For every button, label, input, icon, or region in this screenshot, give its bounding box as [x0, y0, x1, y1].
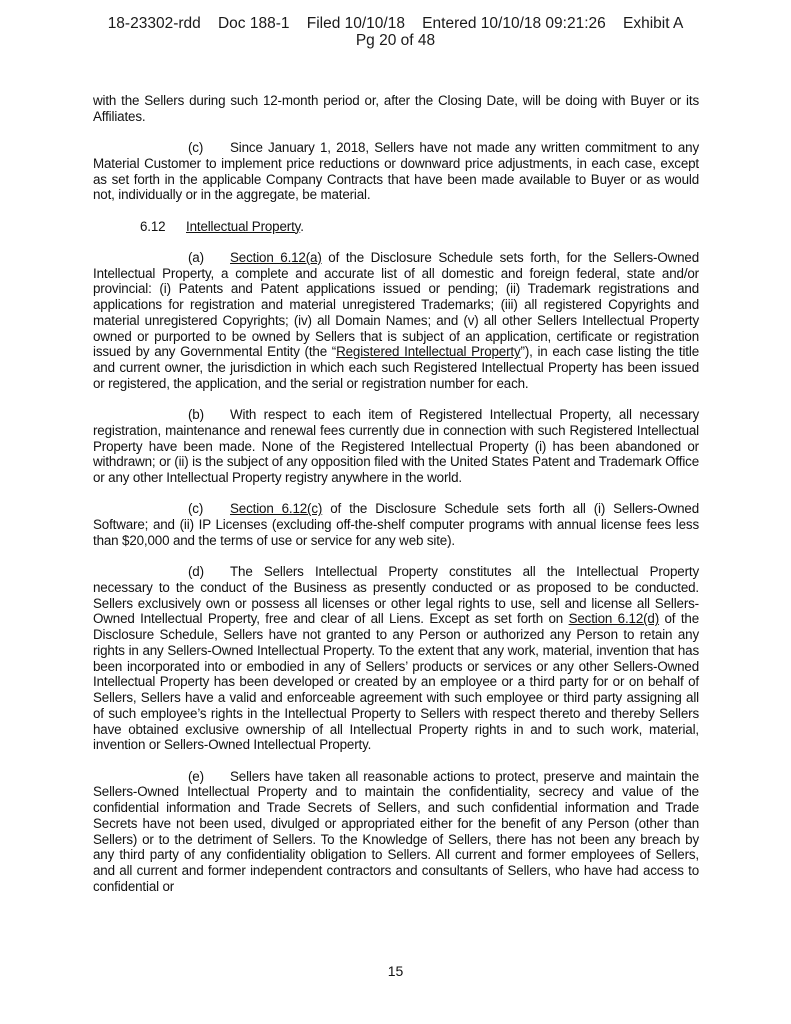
- schedule-reference: Section 6.12(d): [568, 611, 660, 627]
- section-title-period: .: [300, 218, 304, 234]
- filing-header-line2: Pg 20 of 48: [355, 32, 436, 49]
- paragraph-6-12-b: [93, 407, 699, 486]
- paragraph-text-cont: of the Disclosure Schedule, Sellers have not granted to any Person or authorized any Person to retain any rights in any Sellers-Owned Intellectual Property. To the extent that any work, material, invention that has been incorporated into or embodied in any of Sellers’ products or services or any other Sellers-Owned Intellectual Property has been developed or created by an employee or a third party for or on behalf of Sellers, Sellers have a valid and enforceable agreement with such employee or third party assigning all of such employee’s rights in the Intellectual Property to Sellers with respect thereto and thereby Sellers have obtained exclusive ownership of all Intellectual Property rights in and to such work, material, invention or Sellers-Owned Intellectual Property.: [93, 611, 700, 753]
- paragraph-label: (c): [188, 501, 204, 517]
- paragraph-text: With respect to each item of Registered Intellectual Property, all necessary registration, maintenance and renewal fees currently due in connection with such Registered Intellectual Property have been made. None of the Registered Intellectual Property (i) has been abandoned or withdrawn; or (ii) is the subject of any opposition filed with the United States Patent and Trademark Office or any other Intellectual Property registry anywhere in the world.: [93, 407, 699, 485]
- filing-header-line1: 18-23302-rdd Doc 188-1 Filed 10/10/18 Entered 10/10/18 09:21:26 Exhibit A: [107, 15, 684, 32]
- paragraph-label: (a): [188, 249, 204, 265]
- paragraph-label: (b): [188, 407, 204, 422]
- paragraph-label: (d): [188, 564, 204, 579]
- paragraph-6-11-c: [93, 140, 699, 203]
- paragraph-6-12-d: [93, 564, 699, 753]
- continued-text: with the Sellers during such 12-month period or, after the Closing Date, will be doing with Buyer or its Affiliates.: [93, 93, 699, 124]
- section-number: 6.12: [140, 218, 166, 234]
- defined-term: Registered Intellectual Property: [336, 344, 521, 360]
- paragraph-text: Sellers have taken all reasonable actions to protect, preserve and maintain the Sellers-Owned Intellectual Property and to maintain the confidentiality, secrecy and value of the confidential information and Trade Secrets of Sellers, and such confidential information and Trade Secrets have not been used, divulged or appropriated either for the benefit of any Person (other than Sellers) or to the detriment of Sellers. To the Knowledge of Sellers, there has not been any breach by any third party of any confidentiality obligation to Sellers. All current and former employees of Sellers, and all current and former independent contractors and consultants of Sellers, who have had access to confidential or: [93, 768, 699, 894]
- paragraph-6-12-e: [93, 769, 699, 895]
- paragraph-label: (e): [188, 768, 204, 784]
- schedule-reference: Section 6.12(c): [230, 501, 323, 517]
- paragraph-text-cont: ”), in each case listing the title and current owner, the jurisdiction in which each such Registered Intellectual Property has been issued or registered, the application, and the serial or registration number for each.: [93, 344, 700, 391]
- section-heading: [140, 219, 699, 235]
- paragraph-6-12-a: [93, 250, 699, 392]
- page-number: 15: [387, 963, 404, 979]
- section-title: Intellectual Property: [186, 218, 301, 234]
- schedule-reference: Section 6.12(a): [230, 249, 322, 265]
- paragraph-text: of the Disclosure Schedule sets forth all (i) Sellers-Owned Software; and (ii) IP Licenses (excluding off-the-shelf computer programs with annual license fees less than $20,000 and the terms of use or service for any web site).: [93, 501, 700, 548]
- paragraph-text: of the Disclosure Schedule sets forth, for the Sellers-Owned Intellectual Property, a complete and accurate list of all domestic and foreign federal, state and/or provincial: (i) Patents and Patent applications issued or pending; (ii) Trademark registrations and applications for registration and material unregistered Trademarks; (iii) all registered Copyrights and material unregistered Copyrights; (iv) all Domain Names; and (v) all other Sellers Intellectual Property owned or purported to be owned by Sellers that is subject of an application, certificate or registration issued by any Governmental Entity (the “: [93, 249, 700, 360]
- continued-paragraph: [93, 93, 699, 125]
- paragraph-6-12-c: [93, 501, 699, 548]
- paragraph-label: (c): [188, 140, 204, 155]
- filing-header: [0, 15, 791, 49]
- document-body: [93, 93, 699, 910]
- paragraph-text: The Sellers Intellectual Property constitutes all the Intellectual Property necessary to the conduct of the Business as presently conducted or as proposed to be conducted. Sellers exclusively own or possess all licenses or other legal rights to use, sell and license all Sellers-Owned Intellectual Property, free and clear of all Liens. Except as set forth on: [93, 564, 699, 627]
- paragraph-text: Since January 1, 2018, Sellers have not made any written commitment to any Material Customer to implement price reductions or downward price adjustments, in each case, except as set forth in the applicable Company Contracts that have been made available to Buyer or as would not, individually or in the aggregate, be material.: [93, 140, 699, 203]
